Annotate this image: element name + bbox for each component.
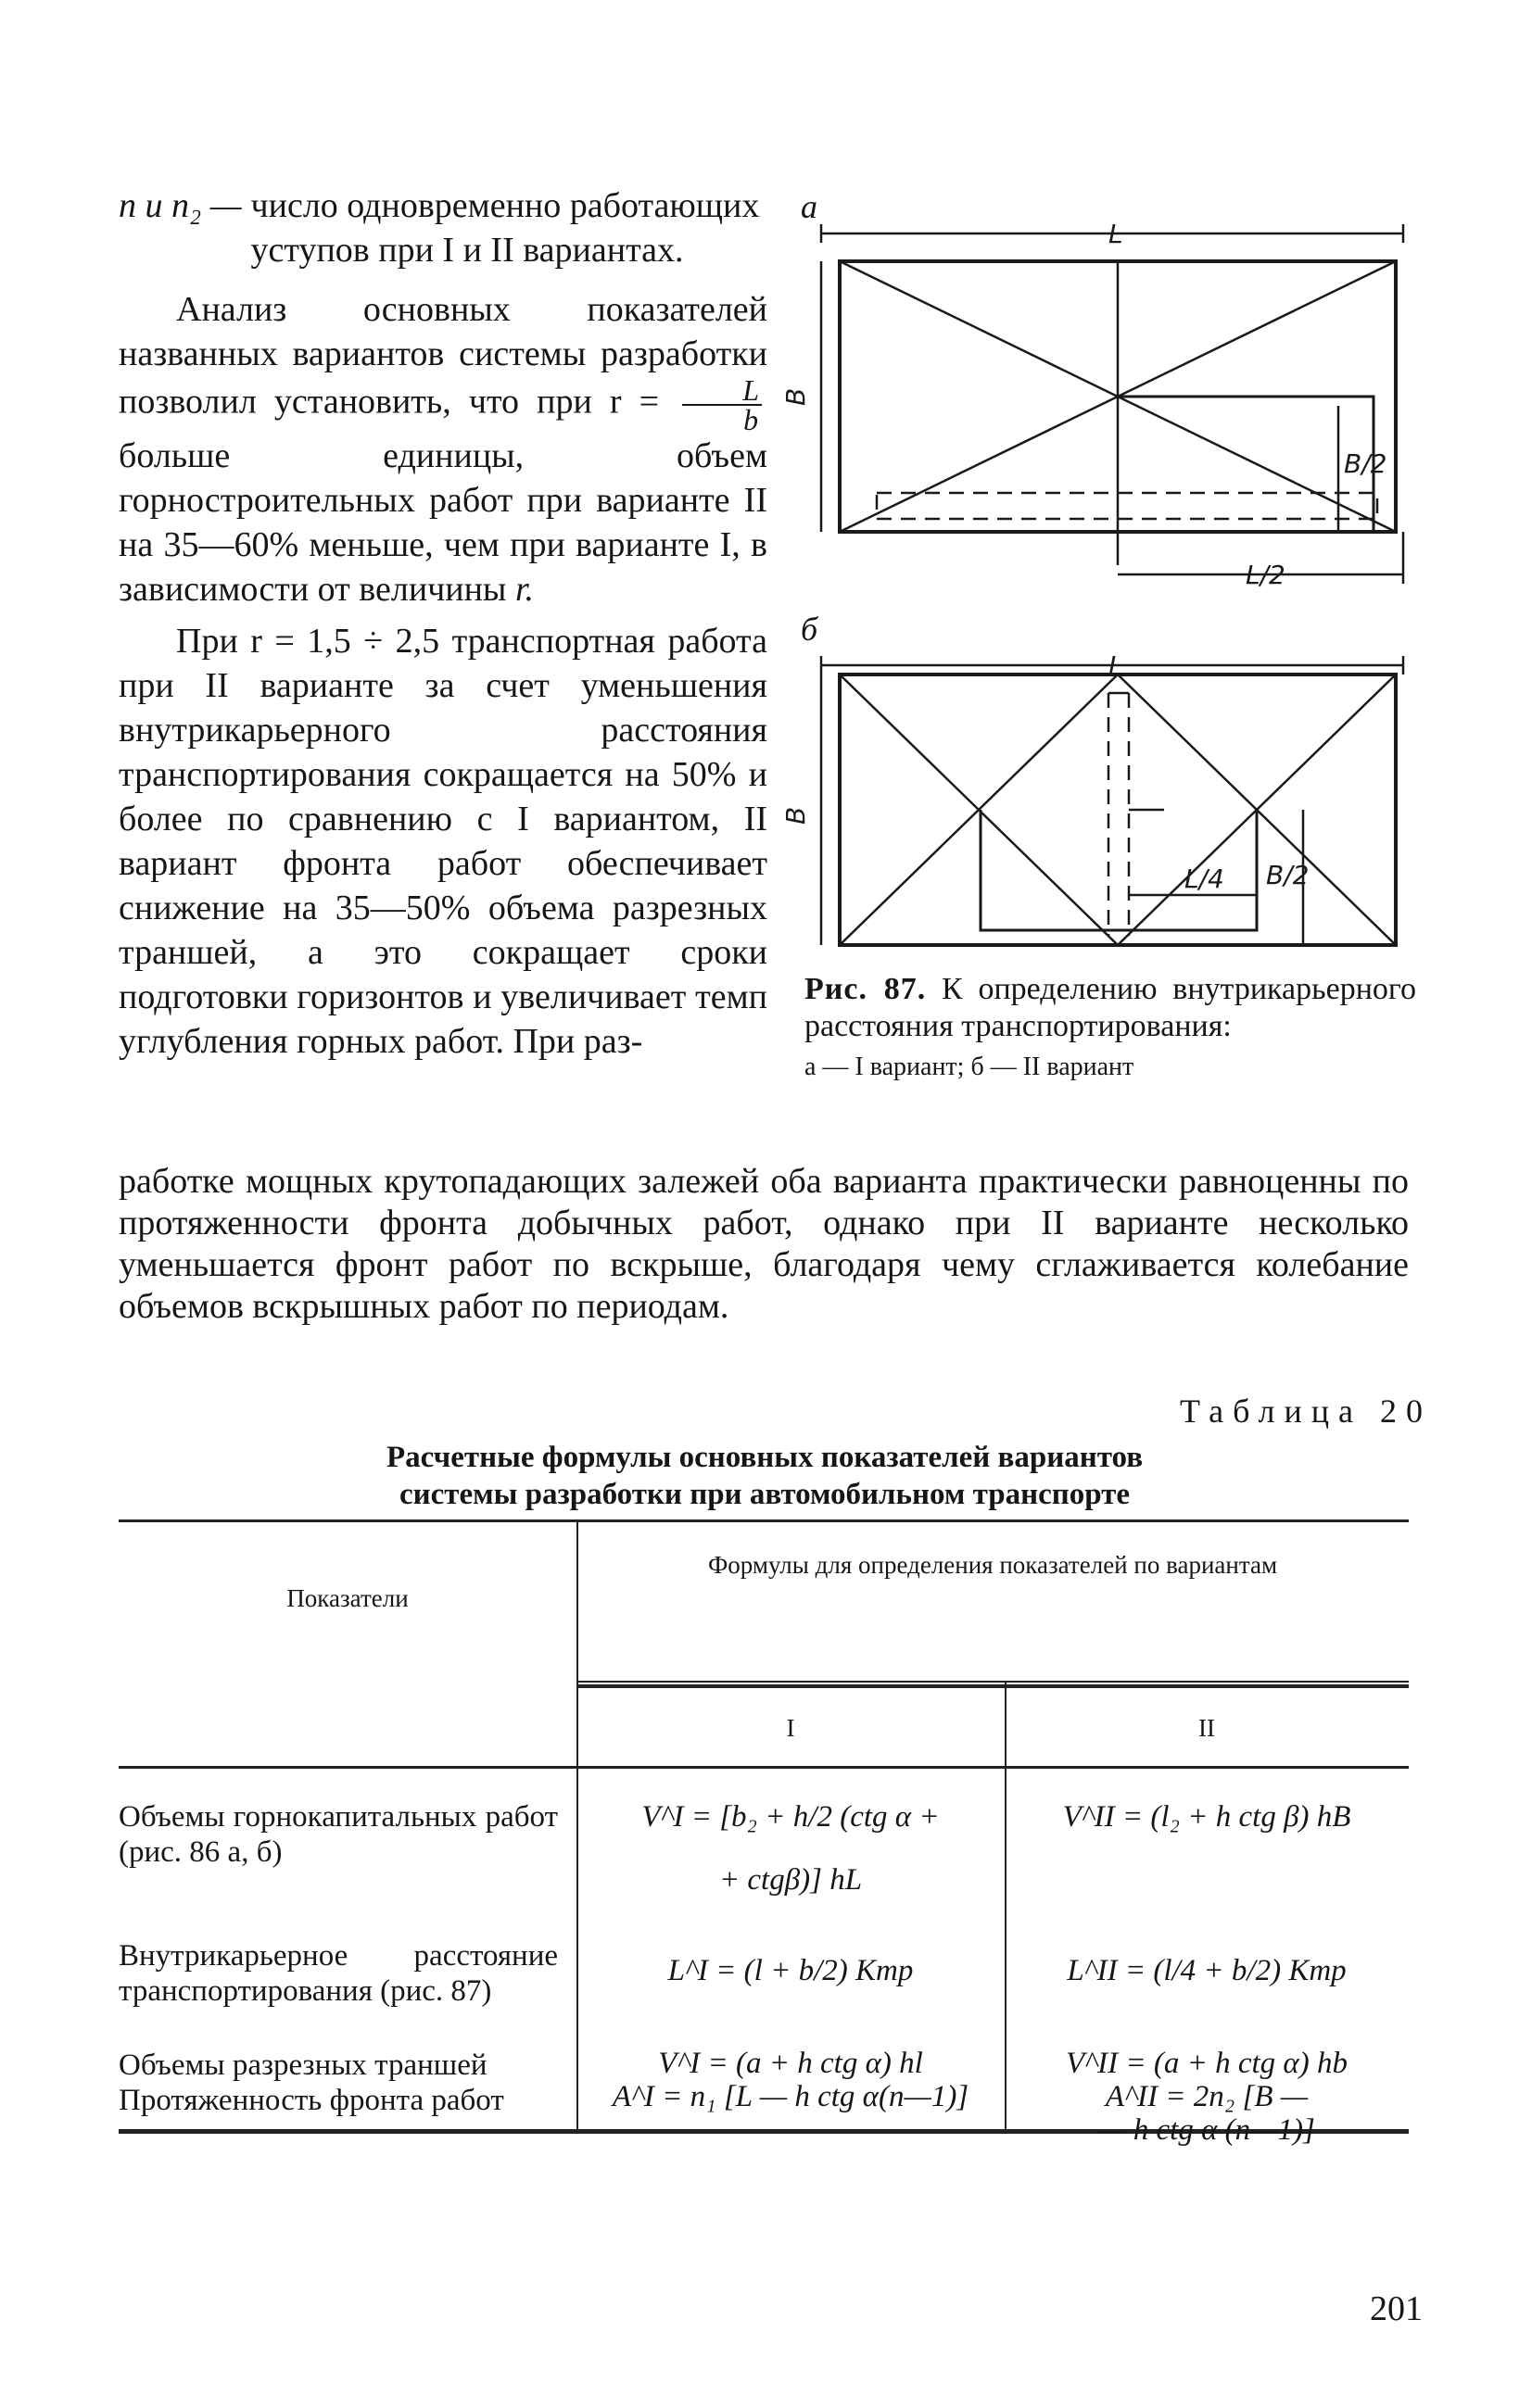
variable-r: r. <box>514 570 535 609</box>
row-4-formula-I: A^I = n₁ [L — h ctg α(n—1)] <box>612 2080 969 2113</box>
row-2-formula-I: L^I = (l + b/2) Kтр <box>667 1954 914 1987</box>
paragraph-analysis <box>119 287 767 611</box>
term-definition: число одновременно работающих уступов при I и II вариантах. <box>250 186 760 270</box>
ratio-numerator: L <box>682 376 762 406</box>
page-number: 201 <box>1370 2289 1423 2328</box>
label-B-b: B <box>780 806 811 825</box>
row-4-name: Протяженность фронта работ <box>119 2084 504 2117</box>
row-1-formula-I-line-1: V^I = [b₂ + h/2 (ctg α + <box>641 1800 940 1834</box>
row-4-formula-II-line-2: — h ctg α (n—1)] <box>1098 2113 1315 2147</box>
panel-label-b: б <box>801 611 818 648</box>
table-number: Таблица 20 <box>1180 1393 1432 1430</box>
label-B2-b: B/2 <box>1266 860 1310 890</box>
row-2-name: Внутрикарьерное расстояние транспортирования (рис. 87) <box>119 1939 558 2008</box>
trench-dashed-a <box>877 493 1377 519</box>
paragraph-transport: При r = 1,5 ÷ 2,5 транспортная работа при II варианте за счет уменьшения внутрикарьерного расстояния транспортирования сокращается на 50% и более по сравнению с I вариантом, II вариант фронта работ обеспечивает снижение на 35—50% объема разрезных траншей, а это сокращает сроки подготовки горизонтов и увеличивает темп углубления горных работ. При раз- <box>119 622 767 1061</box>
header-indicators: Показатели <box>286 1584 409 1612</box>
ratio-fraction <box>682 373 762 436</box>
term-n-n2: n и n₂ — <box>119 186 242 225</box>
ramp-a <box>1118 397 1374 532</box>
row-4-formula-II-line-1: A^II = 2n₂ [B — <box>1105 2080 1309 2113</box>
row-3-name: Объемы разрезных траншей <box>119 2049 487 2082</box>
paragraph-analysis-start: Анализ основных показателей названных вариантов системы разработки позволил установить, что при r = <box>119 290 767 422</box>
row-1-formula-I-line-2: + ctgβ)] hL <box>718 1863 863 1897</box>
pit-outline-b <box>840 674 1396 945</box>
ratio-denominator: b <box>743 403 759 436</box>
caption-subtext: а — I вариант; б — II вариант <box>804 1053 1134 1081</box>
header-variant-I: I <box>786 1714 795 1742</box>
row-3-formula-II: V^II = (a + h ctg α) hb <box>1066 2047 1348 2080</box>
left-column-text <box>119 183 767 1064</box>
row-2-formula-II: L^II = (l/4 + b/2) Kтр <box>1067 1954 1347 1987</box>
label-B-a: B <box>780 387 811 406</box>
row-1-name: Объемы горнокапитальных работ (рис. 86 а, б) <box>119 1800 558 1869</box>
ramp-b-left <box>981 810 1120 930</box>
table-title-line-2: системы разработки при автомобильном транспорте <box>399 1478 1131 1511</box>
panel-label-a: а <box>801 188 817 225</box>
row-1-formula-II: V^II = (l₂ + h ctg β) hB <box>1062 1800 1351 1834</box>
definition-n-n2 <box>119 183 767 272</box>
caption-label: Рис. 87. <box>804 972 927 1006</box>
caption-text: К определению внутрикарьерного расстояния транспортирования: <box>804 972 1416 1043</box>
table-title-line-1: Расчетные формулы основных показателей вариантов <box>386 1441 1144 1474</box>
paragraph-analysis-end: больше единицы, объем горностроительных работ при варианте II на 35—60% меньше, чем при варианте I, в зависимости от величины <box>119 436 767 609</box>
label-B2-a: B/2 <box>1344 448 1387 479</box>
header-variant-II: II <box>1198 1714 1215 1742</box>
label-L4-b: L/4 <box>1184 864 1224 894</box>
row-3-formula-I: V^I = (a + h ctg α) hl <box>658 2047 923 2080</box>
label-L-b: L <box>1108 650 1123 681</box>
label-L-a: L <box>1108 219 1123 249</box>
paragraph-continuation: работке мощных крутопадающих залежей оба варианта практически равноценны по протяженности фронта добычных работ, однако при II варианте несколько уменьшается фронт работ по вскрыше, благодаря чему сглаживается колебание объемов вскрышных работ по периодам. <box>119 1162 1409 1326</box>
figure-87-drawing <box>780 195 1414 991</box>
figure-caption <box>804 971 1416 1084</box>
table-title <box>278 1439 1251 1513</box>
label-L2-a: L/2 <box>1246 560 1285 590</box>
header-formulas: Формулы для определения показателей по вариантам <box>707 1551 1278 1579</box>
